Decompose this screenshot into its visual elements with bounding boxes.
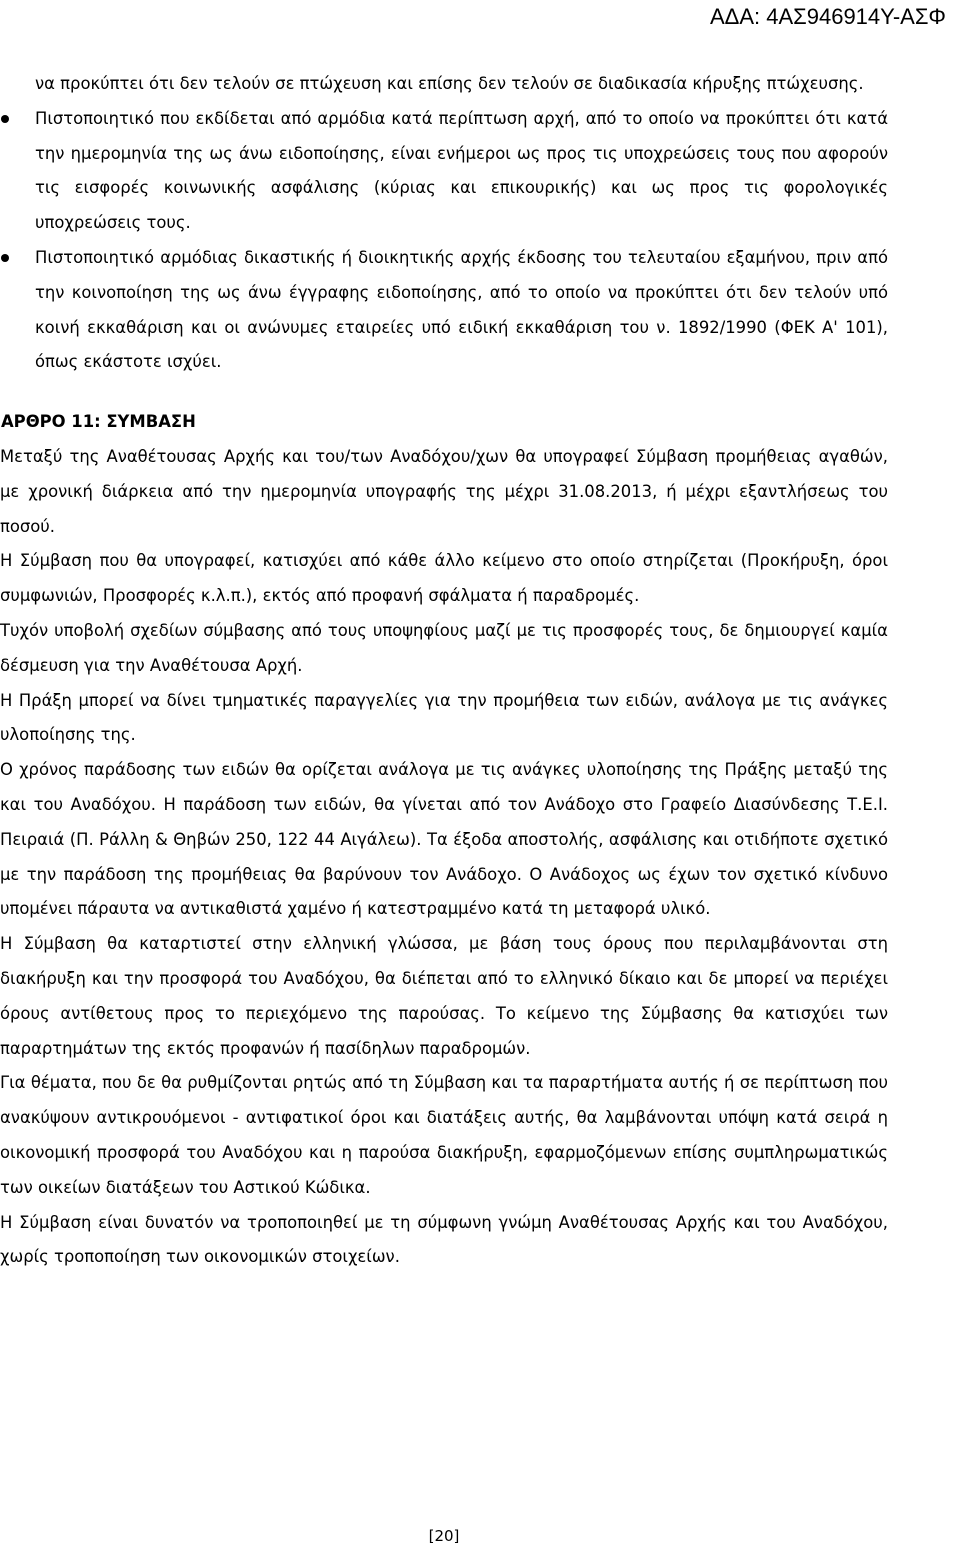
- continuation-paragraph: να προκύπτει ότι δεν τελούν σε πτώχευση και επίσης δεν τελούν σε διαδικασία κήρυξης πτώχευσης.: [35, 74, 864, 93]
- bullet-item-certificate-insurance: Πιστοποιητικό που εκδίδεται από αρμόδια κατά περίπτωση αρχή, από το οποίο να προκύπτει ότι κατά την ημερομηνία της ως άνω ειδοποίησης, είναι ενήμεροι ως προς τις υποχρεώσεις τους που αφορούν τις εισφορές κοινωνικής ασφάλισης (κύριας και επικουρικής) και ως προς τις φορολογικές υποχρεώσεις τους.: [0, 102, 888, 241]
- document-body: [0, 67, 888, 1275]
- article-paragraph-orders: Η Πράξη μπορεί να δίνει τμηματικές παραγγελίες για την προμήθεια των ειδών, ανάλογα με τις ανάγκες υλοποίησης της.: [0, 690, 888, 745]
- article-paragraph-unregulated: Για θέματα, που δε θα ρυθμίζονται ρητώς από τη Σύμβαση και τα παραρτήματα αυτής ή σε περίπτωση που ανακύψουν αντικρουόμενοι - αντιφατικοί όροι και διατάξεις αυτής, θα λαμβάνονται υπόψη κατά σειρά η οικονομική προσφορά του Αναδόχου και η παρούσα διακήρυξη, εφαρμοζόμενων επίσης συμπληρωματικώς των οικείων διατάξεων του Αστικού Κώδικα.: [0, 1073, 888, 1197]
- article-paragraph-delivery: Ο χρόνος παράδοσης των ειδών θα ορίζεται ανάλογα με τις ανάγκες υλοποίησης της Πράξης μεταξύ της και του Αναδόχου. Η παράδοση των ειδών, θα γίνεται από τον Ανάδοχο στο Γραφείο Διασύνδεσης Τ.Ε.Ι. Πειραιά (Π. Ράλλη & Θηβών 250, 122 44 Αιγάλεω). Τα έξοδα αποστολής, ασφάλισης και οτιδήποτε σχετικό με την παράδοση της προμήθειας θα βαρύνουν τον Ανάδοχο. Ο Ανάδοχος ως έχων τον σχετικό κίνδυνο υπομένει πάραυτα να αντικαθιστά χαμένο ή κατεστραμμένο κατά τη μεταφορά υλικό.: [0, 760, 888, 919]
- article-body: [0, 440, 888, 1275]
- bullet-list: [0, 102, 888, 380]
- article-paragraph-drafts: Τυχόν υποβολή σχεδίων σύμβασης από τους υποψηφίους μαζί με τις προσφορές τους, δε δημιουργεί καμία δέσμευση για την Αναθέτουσα Αρχή.: [0, 620, 888, 675]
- article-paragraph-language: Η Σύμβαση θα καταρτιστεί στην ελληνική γλώσσα, με βάση τους όρους που περιλαμβάνονται στη διακήρυξη και την προσφορά του Αναδόχου, θα διέπεται από το ελληνικό δίκαιο και δε μπορεί να περιέχει όρους αντίθετους προς το περιεχόμενο της παρούσας. Το κείμενο της Σύμβασης θα κατισχύει των παραρτημάτων της εκτός προφανών ή πασίδηλων παραδρομών.: [0, 934, 888, 1058]
- article-paragraph-amendment: Η Σύμβαση είναι δυνατόν να τροποποιηθεί με τη σύμφωνη γνώμη Αναθέτουσας Αρχής και του Αναδόχου, χωρίς τροποποίηση των οικονομικών στοιχείων.: [0, 1212, 888, 1267]
- article-heading: ΑΡΘΡΟ 11: ΣΥΜΒΑΣΗ: [1, 412, 196, 432]
- article-paragraph-precedence: Η Σύμβαση που θα υπογραφεί, κατισχύει από κάθε άλλο κείμενο στο οποίο στηρίζεται (Προκήρυξη, όροι συμφωνιών, Προσφορές κ.λ.π.), εκτός από προφανή σφάλματα ή παραδρομές.: [0, 551, 888, 606]
- article-paragraph-duration: Μεταξύ της Αναθέτουσας Αρχής και του/των Αναδόχου/χων θα υπογραφεί Σύμβαση προμήθειας αγαθών, με χρονική διάρκεια από την ημερομηνία υπογραφής της μέχρι 31.08.2013, ή μέχρι εξαντλήσεως του ποσού.: [0, 446, 888, 536]
- ada-code: ΑΔΑ: 4ΑΣ946914Υ-ΑΣΦ: [709, 4, 946, 29]
- page-number: [20]: [428, 1527, 460, 1545]
- bullet-item-certificate-liquidation: Πιστοποιητικό αρμόδιας δικαστικής ή διοικητικής αρχής έκδοσης του τελευταίου εξαμήνου, πριν από την κοινοποίηση της ως άνω έγγραφης ειδοποίησης, από το οποίο να προκύπτει ότι δεν τελούν υπό κοινή εκκαθάριση και οι ανώνυμες εταιρείες υπό ειδική εκκαθάριση του ν. 1892/1990 (ΦΕΚ Α' 101), όπως εκάστοτε ισχύει.: [0, 241, 888, 380]
